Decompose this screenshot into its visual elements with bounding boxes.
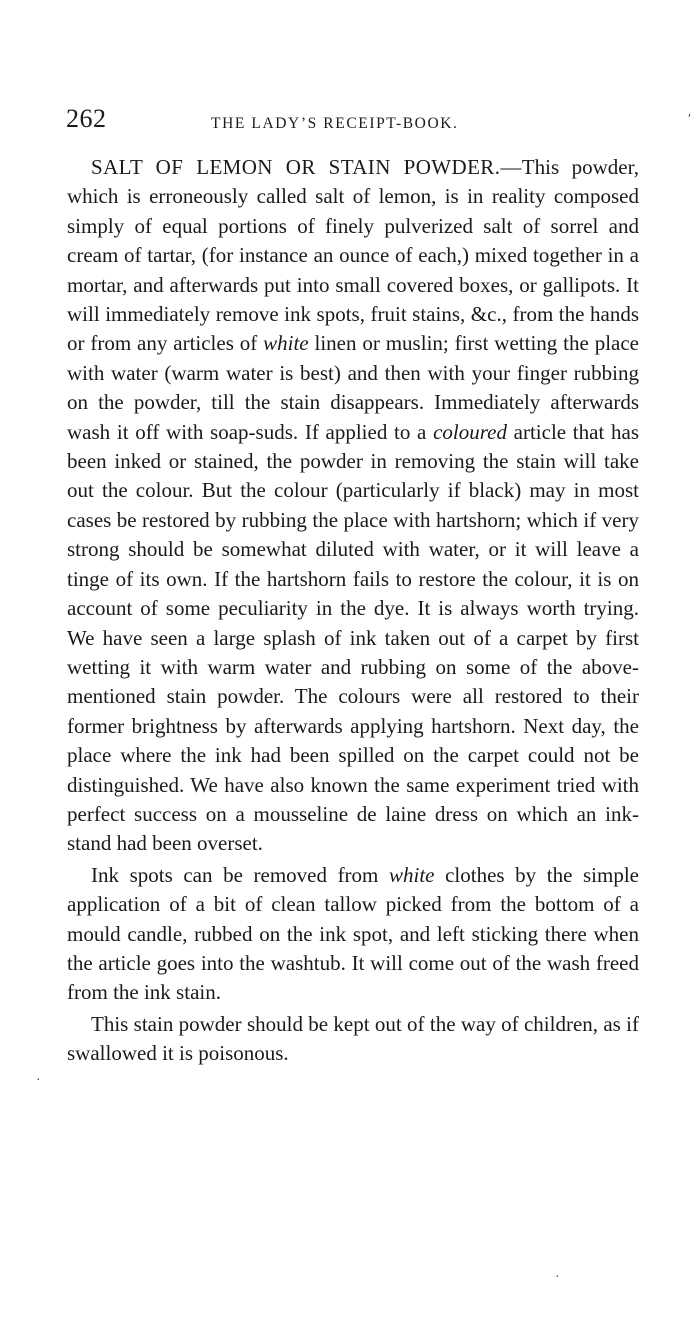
print-speck-mark: ′ (688, 112, 692, 127)
paragraph-warning (67, 1010, 639, 1069)
text-segment: article that has been inked or stained, the powder in removing the stain will take out the colour. But the colour (particularly if black) may in most cases be restored by rubbing the place with hartshorn; which if very strong should be somewhat diluted with water, or it will leave a tinge of its own. If the hartshorn fails to restore the colour, it is on account of some peculiarity in the dye. It is always worth trying. We have seen a large splash of ink taken out of a carpet by first wetting it with warm water and rubbing on some of the above-mentioned stain powder. The colours were all restored to their former brightness by afterwards applying hartshorn. Next day, the place where the ink had been spilled on the carpet could not be distinguished. We have also known the same experiment tried with perfect success on a mousseline de laine dress on which an ink-stand had been overset. (67, 419, 639, 856)
print-speck-mark: · (36, 1073, 41, 1088)
page-header (66, 104, 666, 138)
paragraph-salt-of-lemon (67, 153, 639, 859)
running-head: THE LADY’S RECEIPT-BOOK. (211, 115, 459, 132)
italic-word: white (388, 862, 435, 887)
italic-word: coloured (433, 419, 507, 444)
recipe-title: SALT OF LEMON OR STAIN POWDER.— (91, 155, 522, 179)
text-segment: linen or muslin; first wetting the place with water (warm water is best) and then with your finger rubbing on the powder, till the stain disappears. Immediately afterwards wash it off with soap-suds. If applied to a (67, 331, 639, 444)
text-segment: This stain powder should be kept out of the way of children, as if swallowed it is poisonous. (67, 1011, 639, 1066)
page-number: 262 (66, 104, 107, 133)
paragraph-ink-spots (67, 861, 639, 1008)
italic-word: white (263, 331, 309, 356)
body-text (67, 153, 639, 1069)
print-speck-mark: · (555, 1270, 560, 1285)
text-segment: Ink spots can be removed from (91, 862, 389, 887)
text-segment: clothes by the simple application of a bit of clean tallow picked from the bottom of a mould candle, rubbed on the ink spot, and left sticking there when the article goes into the washtub. It will come out of the wash freed from the ink stain. (67, 862, 639, 1005)
text-segment: This powder, which is erroneously called salt of lemon, is in reality composed simply of equal portions of finely pulverized salt of sorrel and cream of tartar, (for instance an ounce of each,) mixed together in a mortar, and afterwards put into small covered boxes, or gallipots. It will immediately remove ink spots, fruit stains, &c., from the hands or from any articles of (67, 155, 639, 356)
